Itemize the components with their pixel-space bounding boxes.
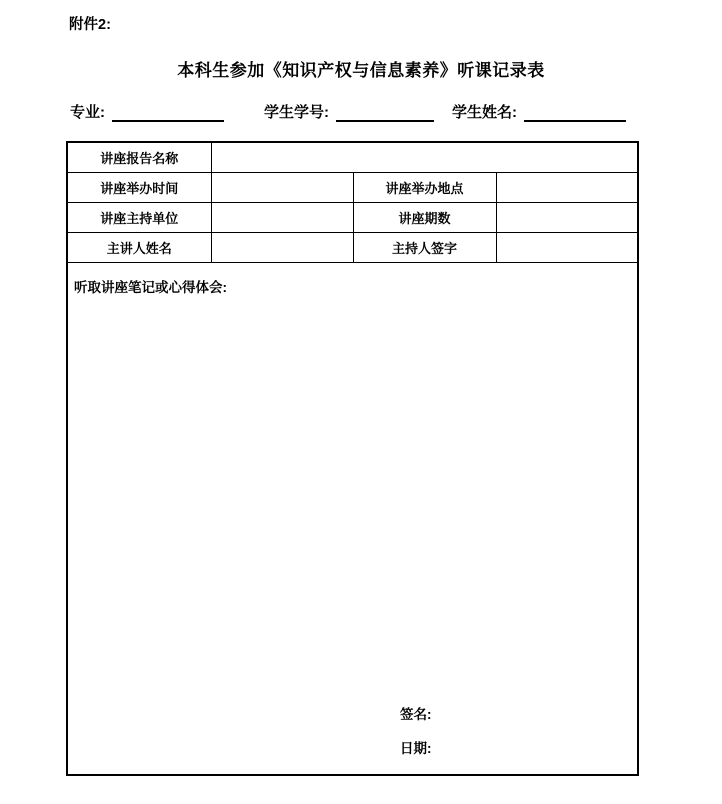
table-row — [67, 202, 638, 232]
student-id-blank[interactable] — [336, 104, 434, 122]
notes-label: 听取讲座笔记或心得体会: — [74, 279, 227, 295]
table-row — [67, 262, 638, 775]
student-info-row — [0, 101, 722, 123]
lecture-location-cell[interactable] — [496, 172, 638, 202]
lecture-title-label: 讲座报告名称 — [67, 142, 211, 172]
table-row — [67, 232, 638, 262]
lecture-record-table — [66, 141, 639, 776]
notes-area — [68, 263, 637, 774]
lecture-time-label: 讲座举办时间 — [67, 172, 211, 202]
major-field — [70, 101, 224, 122]
date-line[interactable] — [400, 740, 432, 757]
lecture-title-cell[interactable] — [211, 142, 638, 172]
notes-cell[interactable] — [67, 262, 638, 775]
lecture-location-label: 讲座举办地点 — [353, 172, 496, 202]
student-id-label: 学生学号: — [264, 104, 329, 121]
speaker-name-cell[interactable] — [211, 232, 353, 262]
student-id-field — [264, 101, 434, 122]
signature-label: 签名: — [400, 706, 432, 722]
date-label: 日期: — [400, 740, 432, 756]
host-signature-label: 主持人签字 — [353, 232, 496, 262]
student-name-field — [452, 101, 626, 122]
speaker-name-label: 主讲人姓名 — [67, 232, 211, 262]
signature-block — [400, 706, 432, 757]
host-signature-cell[interactable] — [496, 232, 638, 262]
lecture-session-label: 讲座期数 — [353, 202, 496, 232]
major-blank[interactable] — [112, 104, 224, 122]
table-row — [67, 142, 638, 172]
signature-line[interactable] — [400, 706, 432, 723]
lecture-time-cell[interactable] — [211, 172, 353, 202]
attachment-label: 附件2: — [69, 17, 111, 33]
host-unit-cell[interactable] — [211, 202, 353, 232]
table-row — [67, 172, 638, 202]
student-name-blank[interactable] — [524, 104, 626, 122]
major-label: 专业: — [70, 104, 105, 121]
lecture-session-cell[interactable] — [496, 202, 638, 232]
student-name-label: 学生姓名: — [452, 104, 517, 121]
page-title: 本科生参加《知识产权与信息素养》听课记录表 — [177, 61, 545, 80]
host-unit-label: 讲座主持单位 — [67, 202, 211, 232]
